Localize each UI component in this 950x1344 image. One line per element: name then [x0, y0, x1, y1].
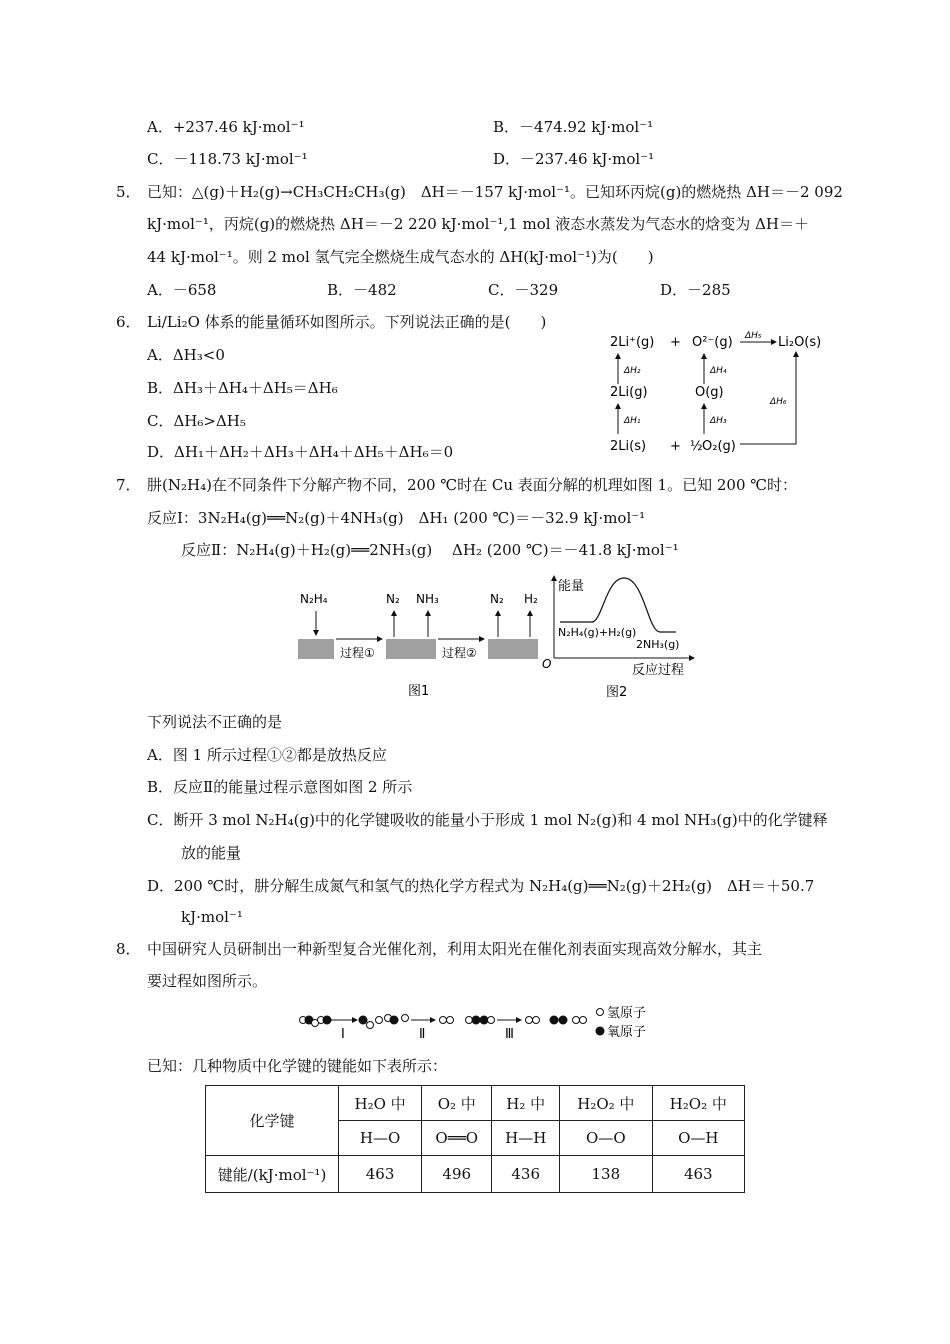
q7-reaction-1: 反应Ⅰ：3N₂H₄(g)══N₂(g)＋4NH₃(g) ΔH₁ (200 ℃)＝－32.9 kJ·mol⁻¹	[147, 509, 646, 527]
table-bond-3: H—H	[492, 1121, 560, 1156]
fig2-caption: 图2	[606, 685, 628, 700]
table-substance-1: H₂O 中	[339, 1086, 422, 1121]
q5-line-2: kJ·mol⁻¹，丙烷(g)的燃烧热 ΔH＝－2 220 kJ·mol⁻¹,1 mol 液态水蒸发为气态水的焓变为 ΔH＝＋	[147, 215, 809, 233]
legend-hydrogen-icon	[597, 1009, 604, 1016]
q7-reaction-2: 反应Ⅱ：N₂H₄(g)＋H₂(g)══2NH₃(g) ΔH₂ (200 ℃)＝－41.8 kJ·mol⁻¹	[181, 541, 679, 559]
fig1-n2a-label: N₂	[386, 592, 400, 606]
q7-option-d-line-2: kJ·mol⁻¹	[181, 908, 243, 926]
fig2-origin: O	[542, 657, 552, 671]
fig1-n2b-label: N₂	[490, 592, 504, 606]
q8-line-2: 要过程如图所示。	[147, 972, 268, 990]
table-row-label: 键能/(kJ·mol⁻¹)	[206, 1156, 339, 1193]
legend-oxygen-icon	[596, 1027, 605, 1036]
plus-sign-1: +	[670, 335, 681, 350]
dh1-label: ΔH₁	[624, 416, 641, 426]
bond-energy-table	[205, 1085, 745, 1193]
fig1-nh3-label: NH₃	[416, 592, 439, 606]
li-solid-label: 2Li(s)	[610, 439, 647, 454]
q8-number: 8．	[116, 940, 141, 958]
q7-option-c-line-1: C．断开 3 mol N₂H₄(g)中的化学键吸收的能量小于形成 1 mol N₂(g)和 4 mol NH₃(g)中的化学键释	[147, 811, 828, 829]
q5-option-a: A．－658	[147, 281, 217, 299]
q7-stem: 肼(N₂H₄)在不同条件下分解产物不同，200 ℃时在 Cu 表面分解的机理如图 1。已知 200 ℃时：	[147, 476, 798, 494]
q5-option-d: D．－285	[660, 281, 731, 299]
fig1-step2-label: 过程②	[442, 646, 477, 660]
q8-known: 已知：几种物质中化学键的键能如下表所示：	[147, 1057, 448, 1075]
q4-option-d: D．－237.46 kJ·mol⁻¹	[493, 150, 655, 168]
dh3-label: ΔH₃	[710, 416, 727, 426]
q7-number: 7．	[116, 476, 141, 494]
fig1-surface-2	[386, 639, 436, 659]
q6-option-d: D．ΔH₁＋ΔH₂＋ΔH₃＋ΔH₄＋ΔH₅＋ΔH₆＝0	[147, 443, 454, 461]
q6-option-c: C．ΔH₆>ΔH₅	[147, 412, 246, 430]
q7-option-c-line-2: 放的能量	[181, 844, 242, 862]
o-gas-label: O(g)	[695, 385, 724, 400]
fig2-product-label: 2NH₃(g)	[636, 638, 680, 651]
energy-profile-figure-2	[540, 570, 700, 702]
table-value-4: 138	[560, 1156, 652, 1193]
table-bond-2: O══O	[422, 1121, 492, 1156]
q8-line-1: 中国研究人员研制出一种新型复合光催化剂，利用太阳光在催化剂表面实现高效分解水，其主	[147, 940, 763, 958]
fig2-y-axis-label: 能量	[558, 579, 585, 594]
q6-option-a: A．ΔH₃<0	[147, 346, 225, 364]
half-fraction: ½	[690, 439, 703, 454]
table-value-3: 436	[492, 1156, 560, 1193]
table-substance-3: H₂ 中	[492, 1086, 560, 1121]
mechanism-figure-1	[290, 585, 550, 700]
energy-cycle-diagram	[600, 328, 840, 458]
dh6-path	[740, 352, 796, 444]
table-bond-5: O—H	[652, 1121, 744, 1156]
table-substance-4: H₂O₂ 中	[560, 1086, 652, 1121]
fig1-n2h4-label: N₂H₄	[300, 592, 328, 606]
fig1-surface-1	[298, 639, 334, 659]
intermediate-1-group	[359, 1015, 409, 1029]
products-group	[526, 1016, 587, 1025]
fig1-caption: 图1	[408, 684, 430, 699]
q6-option-b: B．ΔH₃＋ΔH₄＋ΔH₅＝ΔH₆	[147, 379, 338, 397]
q7-option-b: B．反应Ⅱ的能量过程示意图如图 2 所示	[147, 778, 413, 796]
li-ion-label: 2Li⁺(g)	[610, 335, 655, 350]
table-value-2: 496	[422, 1156, 492, 1193]
table-corner-cell: 化学键	[206, 1086, 339, 1156]
q6-stem: Li/Li₂O 体系的能量循环如图所示。下列说法正确的是( )	[147, 313, 547, 331]
q4-option-c: C．－118.73 kJ·mol⁻¹	[147, 150, 308, 168]
q5-number: 5．	[116, 183, 141, 201]
q4-option-a: A．+237.46 kJ·mol⁻¹	[147, 118, 305, 136]
q7-option-a: A．图 1 所示过程①②都是放热反应	[147, 746, 387, 764]
table-value-1: 463	[339, 1156, 422, 1193]
table-bond-1: H—O	[339, 1121, 422, 1156]
stage-2-label: Ⅱ	[419, 1027, 426, 1042]
water-molecules-group	[300, 1016, 332, 1027]
stage-3-label: Ⅲ	[505, 1027, 514, 1042]
q7-option-d-line-1: D．200 ℃时，肼分解生成氮气和氢气的热化学方程式为 N₂H₄(g)══N₂(g)＋2H₂(g) ΔH＝＋50.7	[147, 877, 815, 895]
table-substance-2: O₂ 中	[422, 1086, 492, 1121]
q6-number: 6．	[116, 313, 141, 331]
fig2-reactant-label: N₂H₄(g)+H₂(g)	[558, 626, 637, 639]
fig1-step1-label: 过程①	[340, 646, 375, 660]
q5-option-b: B．－482	[327, 281, 397, 299]
o2-gas-label: O₂(g)	[702, 439, 736, 454]
dh6-label: ΔH₆	[770, 397, 787, 407]
dh5-label: ΔH₅	[745, 331, 762, 341]
dh4-label: ΔH₄	[710, 366, 727, 376]
q5-line-1: 已知：△(g)＋H₂(g)→CH₃CH₂CH₃(g) ΔH＝－157 kJ·mol⁻¹。已知环丙烷(g)的燃烧热 ΔH＝－2 092	[147, 183, 843, 201]
fig1-surface-3	[488, 639, 538, 659]
water-splitting-diagram	[295, 1002, 665, 1044]
stage-1-label: Ⅰ	[341, 1027, 345, 1042]
plus-sign-2: +	[670, 439, 681, 454]
q5-line-3: 44 kJ·mol⁻¹。则 2 mol 氢气完全燃烧生成气态水的 ΔH(kJ·mol⁻¹)为( )	[147, 248, 654, 266]
legend-oxygen-label: 氧原子	[607, 1025, 647, 1040]
li-gas-label: 2Li(g)	[610, 385, 648, 400]
table-substance-5: H₂O₂ 中	[652, 1086, 744, 1121]
fig2-x-axis-label: 反应过程	[632, 663, 685, 678]
legend-hydrogen-label: 氢原子	[607, 1006, 647, 1021]
q4-option-b: B．－474.92 kJ·mol⁻¹	[493, 118, 654, 136]
intermediate-2-group	[440, 1016, 495, 1025]
o2-ion-label: O²⁻(g)	[692, 335, 733, 350]
q7-prompt: 下列说法不正确的是	[147, 713, 283, 731]
table-bond-4: O—O	[560, 1121, 652, 1156]
li2o-label: Li₂O(s)	[778, 335, 822, 350]
table-value-5: 463	[652, 1156, 744, 1193]
dh2-label: ΔH₂	[624, 366, 641, 376]
q5-option-c: C．－329	[488, 281, 559, 299]
fig1-h2-label: H₂	[524, 592, 538, 606]
